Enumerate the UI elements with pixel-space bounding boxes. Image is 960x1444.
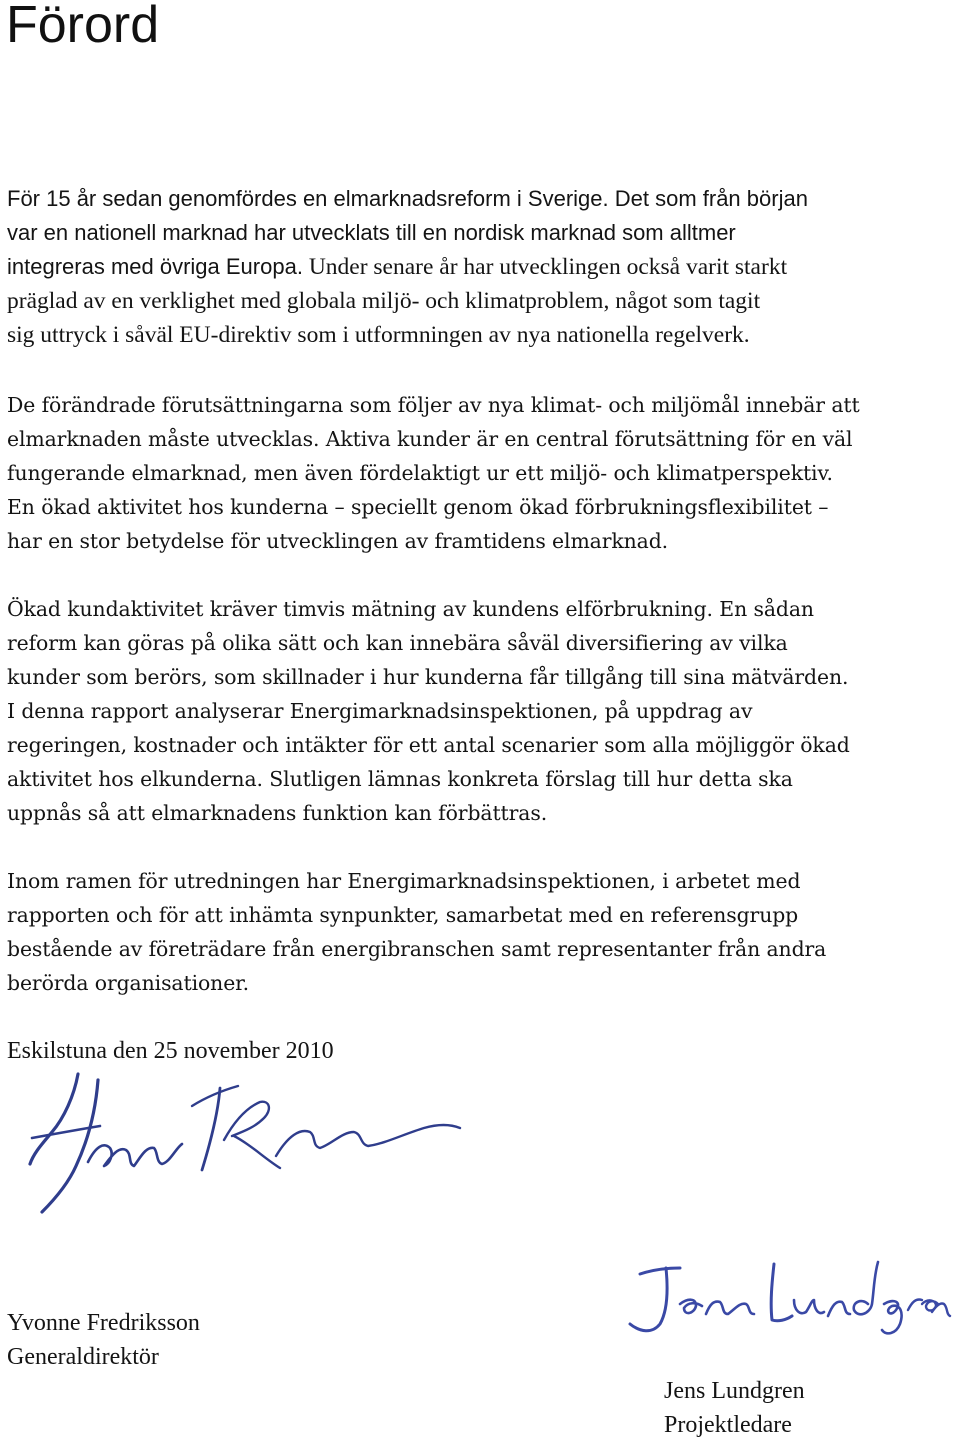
paragraph-3-line: aktivitet hos elkunderna. Slutligen lämnas konkreta förslag till hur detta ska <box>7 767 793 791</box>
paragraph-3 <box>7 592 957 830</box>
intro-line-3 <box>7 250 957 284</box>
paragraph-4 <box>7 864 957 1000</box>
paragraph-2-line: har en stor betydelse för utvecklingen av framtidens elmarknad. <box>7 529 669 553</box>
intro-line-3-end: Under senare år har utvecklingen också varit starkt <box>302 254 788 280</box>
intro-paragraph <box>7 182 957 352</box>
intro-line-4: präglad av en verklighet med globala miljö- och klimatproblem, något som tagit <box>7 288 761 314</box>
paragraph-2-line: De förändrade förutsättningarna som följer av nya klimat- och miljömål innebär att <box>7 393 860 417</box>
paragraph-2-line: elmarknaden måste utvecklas. Aktiva kunder är en central förutsättning för en väl <box>7 427 853 451</box>
paragraph-3-line: Ökad kundaktivitet kräver timvis mätning av kundens elförbrukning. En sådan <box>7 597 814 621</box>
signatory-name: Yvonne Fredriksson <box>7 1310 200 1336</box>
signatory-title: Projektledare <box>664 1412 792 1438</box>
signatory-1 <box>7 1306 200 1374</box>
paragraph-3-line: kunder som berörs, som skillnader i hur kunderna får tillgång till sina mätvärden. <box>7 665 849 689</box>
signatory-2 <box>664 1374 805 1442</box>
intro-line-2: var en nationell marknad har utvecklats till en nordisk marknad som alltmer <box>7 220 736 245</box>
paragraph-2-line: En ökad aktivitet hos kunderna – speciellt genom ökad förbrukningsflexibilitet – <box>7 495 829 519</box>
paragraph-3-line: uppnås så att elmarknadens funktion kan förbättras. <box>7 801 548 825</box>
paragraph-4-line: berörda organisationer. <box>7 971 249 995</box>
paragraph-2-line: fungerande elmarknad, men även fördelaktigt ur ett miljö- och klimatperspektiv. <box>7 461 833 485</box>
signatory-name: Jens Lundgren <box>664 1378 805 1404</box>
paragraph-3-line: reform kan göras på olika sätt och kan innebära såväl diversifiering av vilka <box>7 631 788 655</box>
intro-line-5: sig uttryck i såväl EU-direktiv som i utformningen av nya nationella regelverk. <box>7 322 750 348</box>
paragraph-4-line: rapporten och för att inhämta synpunkter, samarbetat med en referensgrupp <box>7 903 799 927</box>
signature-strokes <box>30 1074 460 1212</box>
intro-line-3-start: integreras med övriga Europa. <box>7 254 303 279</box>
signatory-title: Generaldirektör <box>7 1344 159 1370</box>
intro-line-1: För 15 år sedan genomfördes en elmarknadsreform i Sverige. Det som från början <box>7 186 808 211</box>
paragraph-3-line: regeringen, kostnader och intäkter för ett antal scenarier som alla möjliggör ökad <box>7 733 850 757</box>
paragraph-4-line: Inom ramen för utredningen har Energimarknadsinspektionen, i arbetet med <box>7 869 801 893</box>
paragraph-2 <box>7 388 957 558</box>
paragraph-3-line: I denna rapport analyserar Energimarknadsinspektionen, på uppdrag av <box>7 699 753 723</box>
signature-jens-lundgren <box>622 1254 952 1338</box>
page-title: Förord <box>6 0 160 54</box>
place-and-date: Eskilstuna den 25 november 2010 <box>7 1038 334 1064</box>
paragraph-4-line: bestående av företrädare från energibranschen samt representanter från andra <box>7 937 827 961</box>
signature-yvonne-fredriksson <box>24 1066 464 1216</box>
signature-strokes <box>630 1262 950 1333</box>
